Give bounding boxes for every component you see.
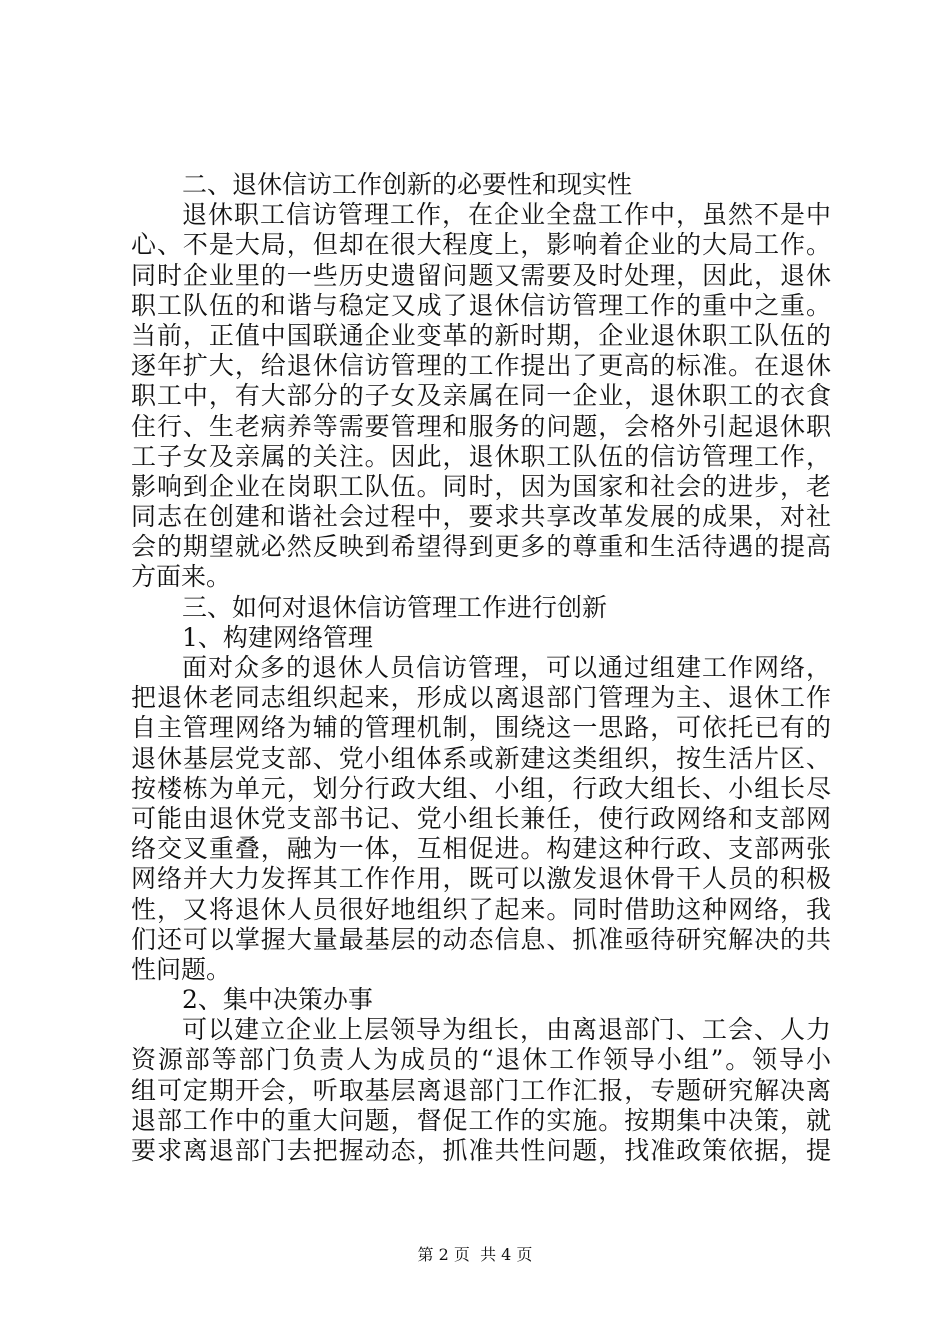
paragraph-line: 自主管理网络为辅的管理机制，围绕这一思路，可依托已有的 — [131, 713, 831, 743]
paragraph-line: 性问题。 — [131, 954, 232, 984]
paragraph-line: 影响到企业在岗职工队伍。同时，因为国家和社会的进步，老 — [131, 471, 831, 501]
paragraph-line: 络交叉重叠，融为一体，互相促进。构建这种行政、支部两张 — [131, 834, 831, 864]
subheading-2: 2、集中决策办事 — [182, 985, 373, 1015]
section-heading-2: 二、退休信访工作创新的必要性和现实性 — [182, 170, 633, 199]
paragraph-line: 同志在创建和谐社会过程中，要求共享改革发展的成果，对社 — [131, 502, 831, 532]
paragraph-line: 职工中，有大部分的子女及亲属在同一企业，退休职工的衣食 — [131, 381, 831, 411]
paragraph-line: 退休基层党支部、党小组体系或新建这类组织，按生活片区、 — [131, 743, 831, 773]
paragraph-line: 退部工作中的重大问题，督促工作的实施。按期集中决策，就 — [131, 1105, 831, 1135]
paragraph-line: 住行、生老病养等需要管理和服务的问题，会格外引起退休职 — [131, 411, 831, 441]
paragraph-line: 网络并大力发挥其工作作用，既可以激发退休骨干人员的积极 — [131, 864, 831, 894]
paragraph-line: 按楼栋为单元，划分行政大组、小组，行政大组长、小组长尽 — [131, 773, 831, 803]
paragraph-line: 性，又将退休人员很好地组织了起来。同时借助这种网络，我 — [131, 894, 831, 924]
paragraph-line: 面对众多的退休人员信访管理，可以通过组建工作网络， — [182, 653, 831, 682]
paragraph-line: 职工队伍的和谐与稳定又成了退休信访管理工作的重中之重。 — [131, 290, 831, 320]
paragraph-line: 资源部等部门负责人为成员的“退休工作领导小组”。领导小 — [131, 1045, 831, 1075]
paragraph-line: 把退休老同志组织起来，形成以离退部门管理为主、退休工作 — [131, 683, 831, 713]
paragraph-line: 工子女及亲属的关注。因此，退休职工队伍的信访管理工作， — [131, 441, 831, 471]
paragraph-line: 退休职工信访管理工作，在企业全盘工作中，虽然不是中 — [182, 200, 831, 230]
paragraph-line: 要求离退部门去把握动态，抓准共性问题，找准政策依据，提 — [131, 1136, 831, 1165]
document-body — [131, 170, 831, 1166]
paragraph-line: 逐年扩大，给退休信访管理的工作提出了更高的标准。在退休 — [131, 351, 831, 381]
paragraph-line: 可以建立企业上层领导为组长，由离退部门、工会、人力 — [182, 1015, 831, 1045]
paragraph-line: 们还可以掌握大量最基层的动态信息、抓准亟待研究解决的共 — [131, 924, 831, 954]
paragraph-line: 可能由退休党支部书记、党小组长兼任，使行政网络和支部网 — [131, 803, 831, 833]
paragraph-line: 同时企业里的一些历史遗留问题又需要及时处理，因此，退休 — [131, 260, 831, 290]
page-number-footer: 第 2 页 共 4 页 — [417, 1245, 533, 1264]
paragraph-line: 组可定期开会，听取基层离退部门工作汇报，专题研究解决离 — [131, 1075, 831, 1105]
subheading-1: 1、构建网络管理 — [182, 622, 373, 652]
paragraph-line: 方面来。 — [131, 562, 232, 592]
paragraph-line: 当前，正值中国联通企业变革的新时期，企业退休职工队伍的 — [131, 320, 831, 350]
paragraph-line: 会的期望就必然反映到希望得到更多的尊重和生活待遇的提高 — [131, 532, 831, 562]
paragraph-line: 心、不是大局，但却在很大程度上，影响着企业的大局工作。 — [131, 230, 831, 260]
section-heading-3: 三、如何对退休信访管理工作进行创新 — [182, 592, 608, 622]
